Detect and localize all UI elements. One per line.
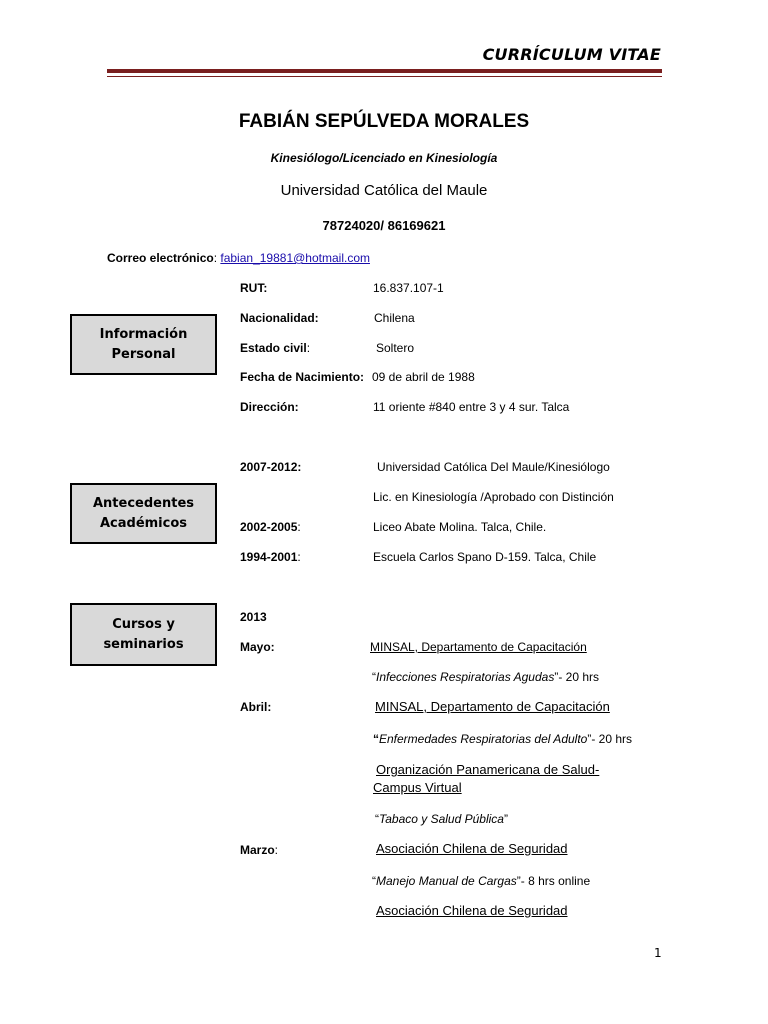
courses-mayo-org: MINSAL, Departamento de Capacitación bbox=[370, 640, 587, 654]
section-personal-box bbox=[70, 314, 217, 375]
email-row bbox=[107, 251, 370, 265]
courses-marzo-label: Marzo bbox=[240, 843, 275, 857]
page-number: 1 bbox=[654, 946, 662, 960]
courses-abril-label: Abril: bbox=[240, 700, 272, 714]
courses-marzo-label-row bbox=[240, 843, 278, 857]
courses-abril-course-row bbox=[373, 732, 632, 746]
courses-abril2-open-quote: “ bbox=[375, 812, 379, 826]
courses-year: 2013 bbox=[240, 610, 267, 624]
courses-abril2-course: Tabaco y Salud Pública bbox=[379, 812, 504, 826]
academic-period-2-label: 2002-2005 bbox=[240, 520, 298, 534]
courses-marzo-course-row bbox=[372, 874, 590, 888]
courses-abril-close-quote: ” bbox=[587, 732, 592, 746]
academic-period-2-label-row bbox=[240, 520, 301, 534]
courses-mayo-open-quote: “ bbox=[372, 670, 376, 684]
section-academic-box bbox=[70, 483, 217, 544]
academic-period-1-value2: Lic. en Kinesiología /Aprobado con Distinción bbox=[373, 490, 614, 504]
courses-mayo-close-quote: ” bbox=[554, 670, 559, 684]
email-label: Correo electrónico bbox=[107, 251, 214, 265]
document-header-title: CURRÍCULUM VITAE bbox=[482, 45, 661, 64]
section-courses-box bbox=[70, 603, 217, 666]
address-label: Dirección: bbox=[240, 400, 299, 414]
section-courses-line1: Cursos y bbox=[112, 616, 175, 632]
civil-status-label: Estado civil bbox=[240, 341, 307, 355]
civil-status-value: Soltero bbox=[376, 341, 415, 355]
courses-mayo-label: Mayo: bbox=[240, 640, 275, 654]
courses-abril-open-quote: “ bbox=[373, 732, 379, 746]
civil-status-label-row bbox=[240, 341, 310, 355]
email-link[interactable]: fabian_19881@hotmail.com bbox=[220, 251, 370, 265]
section-academic-line2: Académicos bbox=[99, 515, 188, 531]
courses-mayo-course: Infecciones Respiratorias Agudas bbox=[376, 670, 555, 684]
section-personal-line1: Información bbox=[99, 326, 188, 342]
courses-mayo-course-row bbox=[372, 670, 599, 684]
courses-abril2-course-row bbox=[375, 812, 508, 826]
section-courses-line2: seminarios bbox=[103, 636, 184, 652]
civil-status-colon: : bbox=[306, 341, 311, 355]
courses-marzo-close-quote: ” bbox=[516, 874, 521, 888]
courses-abril2-close-quote: ” bbox=[503, 812, 508, 826]
section-academic-line1: Antecedentes bbox=[92, 495, 195, 511]
nationality-value: Chilena bbox=[374, 311, 415, 325]
courses-marzo-hours: - 8 hrs online bbox=[520, 874, 591, 888]
academic-period-3-colon: : bbox=[297, 550, 301, 564]
birth-value: 09 de abril de 1988 bbox=[372, 370, 475, 384]
nationality-label: Nacionalidad: bbox=[240, 311, 319, 325]
rut-value: 16.837.107-1 bbox=[373, 281, 444, 295]
rut-label: RUT: bbox=[240, 281, 268, 295]
courses-marzo-colon: : bbox=[274, 843, 279, 857]
academic-period-3-label-row bbox=[240, 550, 301, 564]
email-separator: : bbox=[213, 251, 221, 265]
full-name: FABIÁN SEPÚLVEDA MORALES bbox=[238, 111, 530, 132]
academic-period-1-value: Universidad Católica Del Maule/Kinesiólogo bbox=[377, 460, 610, 474]
academic-period-3-label: 1994-2001 bbox=[240, 550, 298, 564]
courses-marzo-course: Manejo Manual de Cargas bbox=[376, 874, 517, 888]
courses-abril-org2-line1 bbox=[376, 762, 599, 777]
academic-period-2-value: Liceo Abate Molina. Talca, Chile. bbox=[373, 520, 547, 534]
courses-abril-org2-line1-text: Organización Panamericana de Salud- bbox=[376, 762, 600, 777]
header-rule-thick bbox=[107, 69, 662, 73]
phone-numbers: 78724020/ 86169621 bbox=[322, 218, 446, 233]
academic-period-2-colon: : bbox=[297, 520, 301, 534]
university: Universidad Católica del Maule bbox=[280, 182, 488, 199]
section-personal-line2: Personal bbox=[111, 346, 176, 362]
academic-period-1-label: 2007-2012: bbox=[240, 460, 302, 474]
courses-marzo-open-quote: “ bbox=[372, 874, 376, 888]
courses-mayo-hours: - 20 hrs bbox=[558, 670, 600, 684]
profession: Kinesiólogo/Licenciado en Kinesiología bbox=[270, 151, 498, 165]
courses-abril-org2-line2-text: Campus Virtual bbox=[373, 780, 462, 795]
courses-marzo-org2: Asociación Chilena de Seguridad bbox=[376, 903, 568, 918]
courses-abril-hours: - 20 hrs bbox=[591, 732, 633, 746]
courses-abril-course: Enfermedades Respiratorias del Adulto bbox=[379, 732, 588, 746]
courses-marzo-org: Asociación Chilena de Seguridad bbox=[376, 841, 568, 856]
courses-abril-org2-line2 bbox=[373, 780, 462, 795]
academic-period-3-value: Escuela Carlos Spano D-159. Talca, Chile bbox=[373, 550, 597, 564]
header-rule-thin bbox=[107, 76, 662, 77]
birth-label: Fecha de Nacimiento: bbox=[240, 370, 365, 384]
address-value: 11 oriente #840 entre 3 y 4 sur. Talca bbox=[373, 400, 570, 414]
courses-abril-org: MINSAL, Departamento de Capacitación bbox=[375, 699, 610, 714]
